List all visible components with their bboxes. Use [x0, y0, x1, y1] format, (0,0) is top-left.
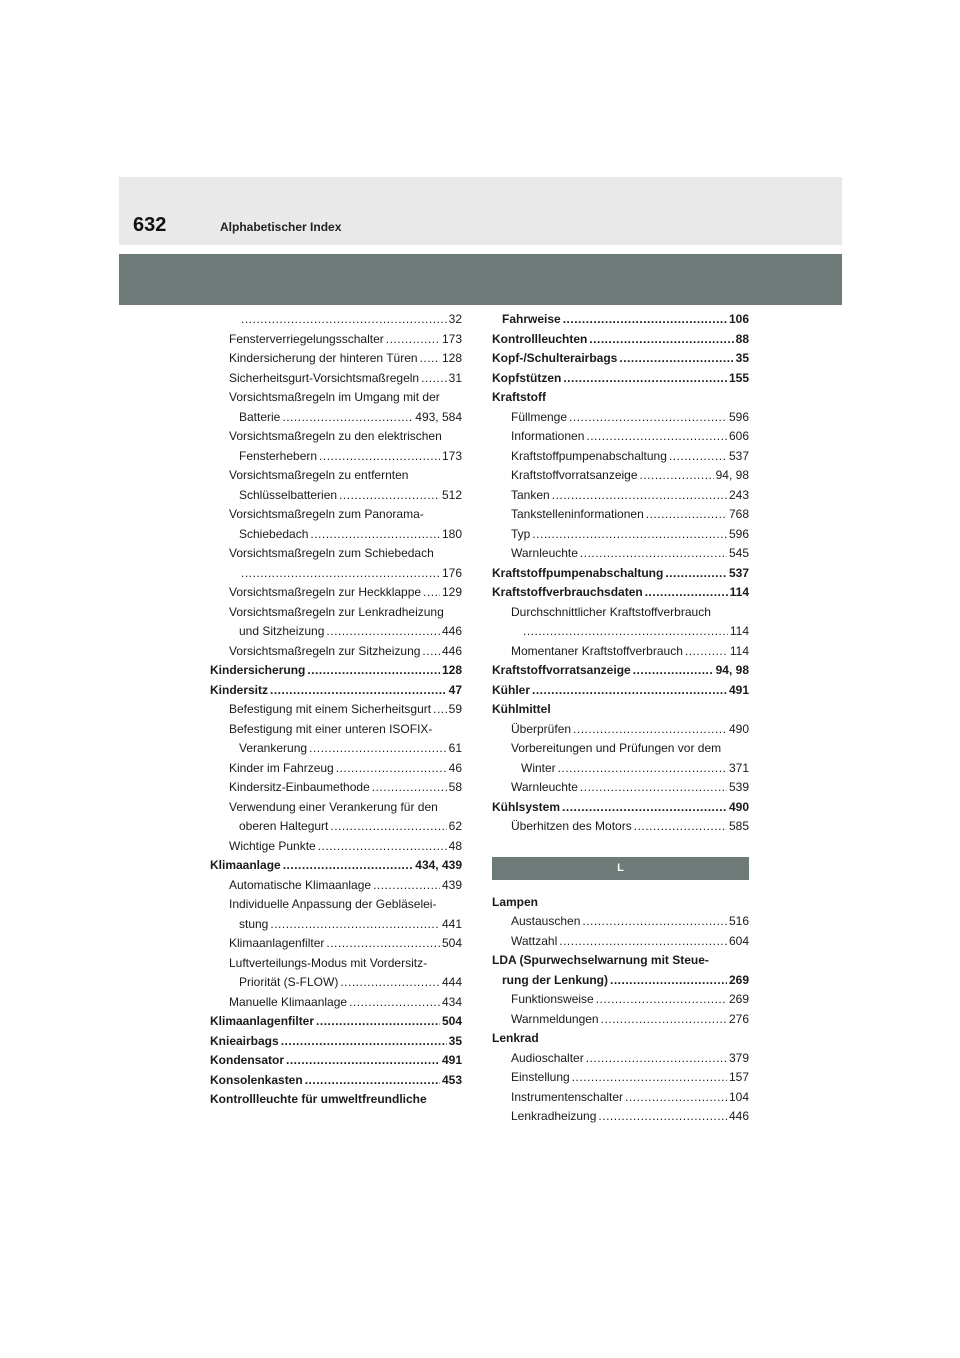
index-entry: [210, 583, 462, 603]
index-entry: [210, 837, 462, 857]
leader-dots: [270, 681, 447, 701]
page-reference: 61: [448, 741, 462, 755]
page-reference: 596: [728, 526, 749, 541]
index-entry: [492, 739, 749, 759]
index-entry: [492, 603, 749, 623]
page-reference: 243: [728, 487, 749, 502]
leader-dots: [685, 642, 728, 662]
index-entry: [210, 895, 462, 915]
index-entry: [492, 932, 749, 952]
leader-dots: [559, 932, 727, 952]
leader-dots: [318, 837, 447, 857]
index-term: Kraftstoffvorratsanzeige: [511, 468, 638, 482]
index-entry: [492, 893, 749, 913]
page-reference: 35: [448, 1033, 462, 1048]
leader-dots: [286, 1051, 440, 1071]
index-term: Vorsichtsmaßregeln zur Heckklappe: [229, 585, 422, 599]
page-reference: 276: [728, 1011, 749, 1026]
leader-dots: [282, 408, 413, 428]
index-entry: [492, 798, 749, 818]
page-reference: 32: [448, 312, 462, 326]
index-term: Kraftstoffverbrauchsdaten: [492, 585, 643, 599]
page-reference: 35: [735, 351, 749, 365]
index-entry: [492, 1010, 749, 1030]
leader-dots: [625, 1088, 727, 1108]
leader-dots: [423, 583, 440, 603]
page-reference: 446: [441, 624, 462, 638]
leader-dots: [582, 912, 727, 932]
index-term: Fensterhebern: [239, 448, 318, 463]
index-entry: [492, 622, 749, 642]
leader-dots: [305, 1071, 440, 1091]
index-entry: [492, 1068, 749, 1088]
index-entry: [210, 856, 462, 876]
leader-dots: [552, 486, 727, 506]
leader-dots: [241, 564, 440, 584]
index-entry: [492, 1029, 749, 1049]
index-term: Luftverteilungs-Modus mit Vordersitz-: [229, 955, 428, 970]
page-reference: 539: [728, 780, 749, 794]
leader-dots: [586, 1049, 727, 1069]
leader-dots: [330, 817, 446, 837]
index-term: Schlüsselbatterien: [239, 487, 338, 502]
index-entry: [210, 954, 462, 974]
index-entry: [210, 993, 462, 1013]
index-term: Kraftstoff: [492, 390, 546, 404]
leader-dots: [532, 525, 727, 545]
leader-dots: [562, 798, 727, 818]
index-term: Füllmenge: [511, 409, 568, 424]
index-entry: [492, 466, 749, 486]
page-reference: 180: [441, 526, 462, 541]
leader-dots: [645, 583, 728, 603]
page-reference: 48: [448, 838, 462, 853]
index-term: Kindersicherung der hinteren Türen: [229, 351, 418, 365]
index-term: stung: [239, 916, 269, 931]
leader-dots: [309, 739, 447, 759]
index-term: Wichtige Punkte: [229, 838, 316, 853]
index-entry: [492, 447, 749, 467]
page-reference: 516: [728, 914, 749, 928]
index-term: Instrumentenschalter: [511, 1089, 624, 1104]
index-term: Einstellung: [511, 1070, 570, 1084]
index-group-k: [492, 310, 749, 837]
page-reference: 114: [729, 585, 749, 599]
leader-dots: [422, 642, 440, 662]
index-term: Tanken: [511, 487, 550, 502]
index-term: Warnleuchte: [511, 546, 578, 560]
index-term: Kühler: [492, 682, 531, 697]
leader-dots: [610, 971, 727, 991]
page-reference: 176: [441, 565, 462, 580]
index-term: Audioschalter: [511, 1050, 584, 1065]
page-reference: 59: [448, 702, 462, 716]
index-entry: [492, 583, 749, 603]
leader-dots: [633, 661, 714, 681]
index-term: Lenkrad: [492, 1031, 539, 1045]
leader-dots: [326, 934, 440, 954]
index-term: Lenkradheizung: [511, 1109, 597, 1123]
index-term: Kühlsystem: [492, 799, 561, 814]
leader-dots: [372, 778, 447, 798]
index-entry: [210, 1012, 462, 1032]
leader-dots: [283, 856, 414, 876]
index-term: Vorsichtsmaßregeln zum Panorama-: [229, 507, 424, 521]
leader-dots: [669, 447, 727, 467]
index-term: Kindersicherung: [210, 663, 306, 677]
index-entry: [492, 1107, 749, 1127]
index-entry: [492, 912, 749, 932]
page-reference: 490: [728, 799, 749, 814]
leader-dots: [665, 564, 727, 584]
index-term: Typ: [511, 526, 531, 541]
leader-dots: [386, 330, 440, 350]
page-reference: 444: [441, 975, 462, 989]
index-term: Überprüfen: [511, 721, 572, 736]
page-reference: 585: [728, 819, 749, 833]
page-reference: 491: [728, 682, 749, 697]
leader-dots: [433, 700, 447, 720]
leader-dots: [310, 525, 440, 545]
index-entry: [210, 349, 462, 369]
index-term: Durchschnittlicher Kraftstoffverbrauch: [511, 604, 711, 619]
index-column-left: [210, 310, 462, 1110]
page-reference: 128: [441, 663, 462, 677]
page-reference: 94, 98: [715, 663, 749, 677]
index-term: Vorsichtsmaßregeln zu entfernten: [229, 468, 409, 482]
page-reference: 114: [729, 643, 749, 658]
index-term: Kraftstoffpumpenabschaltung: [492, 565, 664, 580]
page-reference: 606: [728, 429, 749, 443]
page-reference: 441: [441, 916, 462, 931]
page-reference: 31: [448, 370, 462, 385]
page-reference: 104: [728, 1089, 749, 1104]
page-reference: 58: [448, 780, 462, 794]
page-reference: 768: [728, 507, 749, 521]
index-term: Kühlmittel: [492, 702, 551, 716]
leader-dots: [349, 993, 440, 1013]
index-entry: [210, 798, 462, 818]
index-entry: [210, 1071, 462, 1091]
index-term: Fensterverriegelungsschalter: [229, 331, 384, 346]
index-term: Fahrweise: [502, 312, 561, 326]
index-term: Manuelle Klimaanlage: [229, 994, 348, 1009]
index-entry: [492, 759, 749, 779]
index-entry: [492, 310, 749, 330]
index-entry: [492, 408, 749, 428]
index-entry: [492, 642, 749, 662]
page-reference: 128: [441, 351, 462, 365]
page-reference: 493, 584: [415, 409, 462, 424]
leader-dots: [326, 622, 440, 642]
index-entry: [492, 427, 749, 447]
index-term: Tankstelleninformationen: [511, 507, 644, 521]
leader-dots: [340, 973, 440, 993]
page-reference: 129: [441, 585, 462, 599]
leader-dots: [563, 310, 727, 330]
index-term: Klimaanlagenfilter: [210, 1014, 315, 1028]
index-entry: [210, 661, 462, 681]
letter-heading: L: [492, 857, 749, 880]
index-term: Kindersitz: [210, 682, 269, 697]
index-term: Klimaanlagenfilter: [229, 936, 325, 950]
leader-dots: [598, 1107, 727, 1127]
index-entry: [492, 486, 749, 506]
page-reference: 604: [728, 933, 749, 948]
index-term: Warnmeldungen: [511, 1011, 599, 1026]
index-entry: [210, 1051, 462, 1071]
index-entry: [492, 544, 749, 564]
index-term: Kondensator: [210, 1053, 285, 1067]
header-dark-band: [119, 254, 842, 305]
page-reference: 269: [728, 972, 749, 987]
index-entry: [492, 971, 749, 991]
index-term: Automatische Klimaanlage: [229, 877, 372, 892]
leader-dots: [319, 447, 440, 467]
index-term: Wattzahl: [511, 933, 558, 948]
index-term: Vorsichtsmaßregeln im Umgang mit der: [229, 390, 440, 404]
index-entry: [492, 681, 749, 701]
leader-dots: [316, 1012, 440, 1032]
page-reference: 446: [728, 1109, 749, 1123]
page-reference: 88: [735, 331, 749, 346]
page-reference: 114: [729, 624, 749, 638]
page-reference: 46: [448, 760, 462, 775]
index-term: Vorsichtsmaßregeln zur Sitzheizung: [229, 643, 421, 658]
index-group-l: [492, 893, 749, 1127]
leader-dots: [619, 349, 733, 369]
index-entry: [492, 720, 749, 740]
index-term: Priorität (S-FLOW): [239, 975, 339, 989]
index-entry: [210, 817, 462, 837]
index-entry: [210, 427, 462, 447]
leader-dots: [572, 1068, 727, 1088]
page-reference: 439: [441, 877, 462, 892]
leader-dots: [634, 817, 727, 837]
index-entry: [492, 990, 749, 1010]
index-term: Vorbereitungen und Prüfungen vor dem: [511, 741, 722, 755]
page-reference: 371: [728, 760, 749, 775]
leader-dots: [580, 544, 727, 564]
page-reference: 504: [441, 936, 462, 950]
index-term: Kraftstoffpumpenabschaltung: [511, 448, 667, 463]
page-reference: 504: [441, 1014, 462, 1028]
page-reference: 596: [728, 409, 749, 424]
index-entry: [210, 778, 462, 798]
page-reference: 47: [448, 682, 462, 697]
index-term: Befestigung mit einer unteren ISOFIX-: [229, 721, 433, 736]
index-entry: [210, 525, 462, 545]
index-term: Kinder im Fahrzeug: [229, 760, 334, 775]
index-entry: [210, 603, 462, 623]
index-term: LDA (Spurwechselwarnung mit Steue-: [492, 953, 709, 967]
index-entry: [492, 388, 749, 408]
index-entry: [210, 681, 462, 701]
index-term: Informationen: [511, 429, 585, 443]
leader-dots: [307, 661, 440, 681]
index-term: und Sitzheizung: [239, 624, 325, 638]
page-number: 632: [133, 214, 167, 236]
index-entry: [492, 1088, 749, 1108]
index-entry: [210, 739, 462, 759]
index-term: Verankerung: [239, 741, 308, 755]
index-entry: [210, 1090, 462, 1110]
page-reference: 537: [728, 448, 749, 463]
page-reference: 491: [441, 1053, 462, 1067]
index-term: Funktionsweise: [511, 992, 594, 1006]
index-term: Überhitzen des Motors: [511, 819, 632, 833]
index-entry: [492, 369, 749, 389]
index-term: Kontrollleuchte für umweltfreundliche: [210, 1092, 427, 1106]
index-entry: [492, 817, 749, 837]
page-reference: 173: [441, 331, 462, 346]
page-reference: 512: [441, 487, 462, 502]
leader-dots: [563, 369, 727, 389]
index-entry: [210, 408, 462, 428]
leader-dots: [569, 408, 727, 428]
index-term: Lampen: [492, 894, 539, 909]
leader-dots: [270, 915, 440, 935]
index-entry: [492, 1049, 749, 1069]
page-reference: 446: [441, 643, 462, 658]
index-term: Verwendung einer Verankerung für den: [229, 799, 438, 814]
leader-dots: [339, 486, 440, 506]
index-entry: [210, 700, 462, 720]
leader-dots: [580, 778, 727, 798]
index-entry: [210, 466, 462, 486]
index-entry: [210, 915, 462, 935]
index-term: Individuelle Anpassung der Gebläselei-: [229, 897, 437, 911]
index-entry: [210, 330, 462, 350]
index-term: Vorsichtsmaßregeln zum Schiebedach: [229, 546, 434, 560]
page-reference: 537: [728, 565, 749, 580]
leader-dots: [241, 310, 447, 330]
page-reference: 62: [448, 819, 462, 833]
page-reference: 453: [441, 1072, 462, 1087]
page-reference: 434: [441, 994, 462, 1009]
page-reference: 379: [728, 1050, 749, 1065]
header-band: [119, 177, 842, 245]
page-reference: 155: [728, 370, 749, 385]
index-entry: [210, 369, 462, 389]
page-reference: 434, 439: [415, 858, 462, 872]
index-term: rung der Lenkung): [502, 972, 608, 987]
leader-dots: [646, 505, 727, 525]
index-entry: [492, 349, 749, 369]
leader-dots: [523, 622, 728, 642]
index-entry: [492, 700, 749, 720]
index-entry: [210, 622, 462, 642]
index-term: Winter: [521, 760, 556, 775]
section-title: Alphabetischer Index: [220, 220, 342, 234]
index-term: Kindersitz-Einbaumethode: [229, 780, 370, 794]
leader-dots: [596, 990, 727, 1010]
index-entry: [210, 447, 462, 467]
index-entry: [210, 564, 462, 584]
index-entry: [210, 486, 462, 506]
index-entry: [210, 388, 462, 408]
page-reference: 157: [728, 1070, 749, 1084]
index-column-right: [492, 310, 749, 1127]
leader-dots: [601, 1010, 727, 1030]
leader-dots: [586, 427, 727, 447]
index-entry: [492, 951, 749, 971]
index-entry: [210, 310, 462, 330]
index-entry: [210, 642, 462, 662]
leader-dots: [532, 681, 727, 701]
index-term: Vorsichtsmaßregeln zur Lenkradheizung: [229, 604, 444, 619]
index-term: Kopf-/Schulterairbags: [492, 351, 618, 365]
index-entry: [492, 505, 749, 525]
index-term: Schiebedach: [239, 526, 309, 541]
index-entry: [492, 525, 749, 545]
index-term: Vorsichtsmaßregeln zu den elektrischen: [229, 429, 442, 443]
leader-dots: [573, 720, 727, 740]
index-term: Sicherheitsgurt-Vorsichtsmaßregeln: [229, 370, 420, 385]
index-entry: [492, 778, 749, 798]
index-term: Kopfstützen: [492, 370, 562, 385]
index-term: Batterie: [239, 409, 281, 424]
leader-dots: [421, 369, 447, 389]
leader-dots: [420, 349, 440, 369]
index-entry: [210, 973, 462, 993]
page-reference: 490: [728, 721, 749, 736]
index-term: Austauschen: [511, 914, 581, 928]
index-entry: [492, 564, 749, 584]
leader-dots: [589, 330, 733, 350]
page-reference: 106: [728, 312, 749, 326]
index-term: Kontrollleuchten: [492, 331, 588, 346]
index-term: Befestigung mit einem Sicherheitsgurt: [229, 702, 432, 716]
leader-dots: [640, 466, 714, 486]
index-term: Klimaanlage: [210, 858, 281, 872]
index-entry: [210, 1032, 462, 1052]
index-entry: [210, 759, 462, 779]
leader-dots: [336, 759, 447, 779]
page-reference: 173: [441, 448, 462, 463]
index-term: Knieairbags: [210, 1033, 279, 1048]
index-entry: [210, 720, 462, 740]
index-term: Momentaner Kraftstoffverbrauch: [511, 643, 683, 658]
index-term: Kraftstoffvorratsanzeige: [492, 663, 631, 677]
index-entry: [210, 544, 462, 564]
index-entry: [492, 330, 749, 350]
page-reference: 545: [728, 546, 749, 560]
index-entry: [492, 661, 749, 681]
leader-dots: [373, 876, 440, 896]
index-term: Warnleuchte: [511, 780, 578, 794]
page-reference: 94, 98: [715, 468, 749, 482]
index-term: oberen Haltegurt: [239, 819, 329, 833]
page-reference: 269: [728, 992, 749, 1006]
index-entry: [210, 505, 462, 525]
index-term: Konsolenkasten: [210, 1072, 303, 1087]
leader-dots: [281, 1032, 447, 1052]
index-entry: [210, 934, 462, 954]
leader-dots: [558, 759, 727, 779]
index-entry: [210, 876, 462, 896]
